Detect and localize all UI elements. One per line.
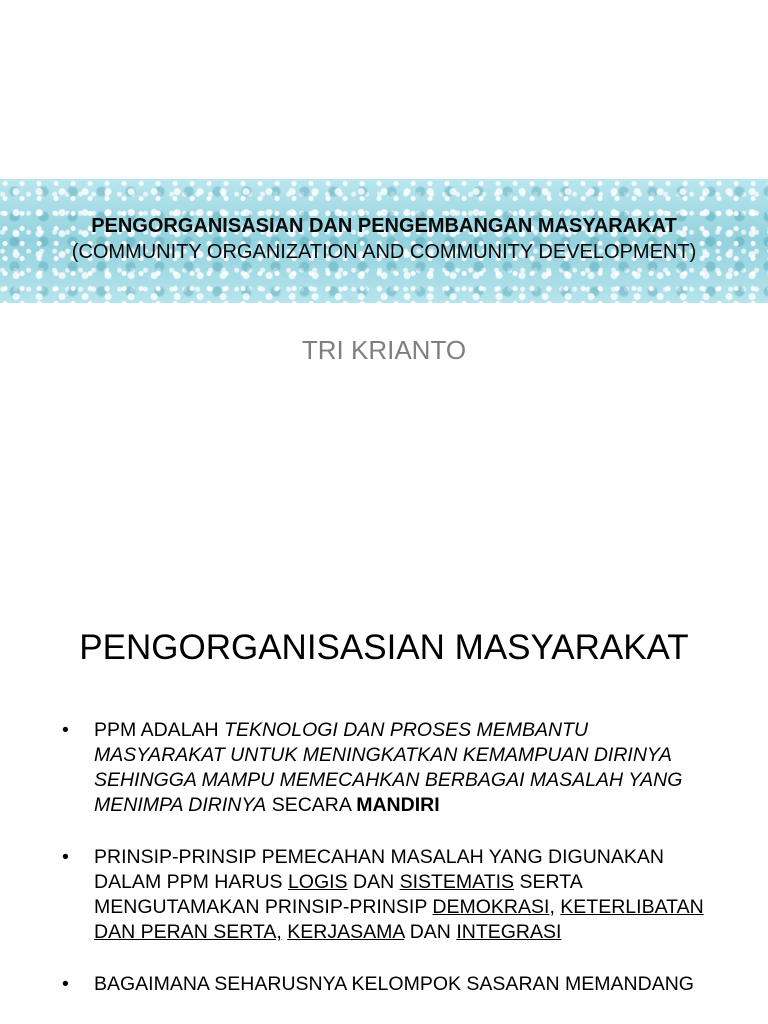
list-item: • PRINSIP-PRINSIP PEMECAHAN MASALAH YANG DIGUNAKAN DALAM PPM HARUS LOGIS DAN SISTEMATIS SERTA MENGUTAMAKAN PRINSIP-PRINSIP DEMOKRASI, KETERLIBATAN DAN PERAN SERTA, KERJASAMA DAN INTEGRASI <box>62 846 704 943</box>
slide-subtitle: (COMMUNITY ORGANIZATION AND COMMUNITY DEVELOPMENT) <box>71 241 697 263</box>
author-name: TRI KRIANTO <box>301 335 467 365</box>
bullet-icon: • <box>62 719 69 741</box>
underlined-term: LOGIS <box>287 871 348 893</box>
bullet-icon: • <box>62 973 69 995</box>
emphasis-text: MANDIRI <box>356 794 440 816</box>
title-block <box>0 213 768 265</box>
list-item: • PPM ADALAH TEKNOLOGI DAN PROSES MEMBANTU MASYARAKAT UNTUK MENINGKATKAN KEMAMPUAN DIRINYA SEHINGGA MAMPU MEMECAHKAN BERBAGAI MASALAH YANG MENIMPA DIRINYA SECARA MANDIRI <box>62 719 683 816</box>
underlined-term: INTEGRASI <box>456 921 562 943</box>
underlined-term: DEMOKRASI <box>432 896 550 918</box>
content-slide <box>0 576 768 1024</box>
slide-title: PENGORGANISASIAN DAN PENGEMBANGAN MASYARAKAT <box>91 215 677 237</box>
underlined-term: KETERLIBATAN DAN PERAN SERTA, <box>94 896 704 943</box>
definition-text: TEKNOLOGI DAN PROSES MEMBANTU MASYARAKAT UNTUK MENINGKATKAN KEMAMPUAN DIRINYA SEHINGGA MAMPU MEMECAHKAN BERBAGAI MASALAH YANG MENIMPA DIRINYA <box>94 719 683 816</box>
underlined-term: SISTEMATIS <box>399 871 515 893</box>
list-item: • BAGAIMANA SEHARUSNYA KELOMPOK SASARAN MEMANDANG <box>62 973 694 995</box>
bullet-icon: • <box>62 846 69 868</box>
slide-heading: PENGORGANISASIAN MASYARAKAT <box>79 628 689 667</box>
bullet-list <box>62 718 722 1024</box>
underlined-term: KERJASAMA <box>287 921 405 943</box>
